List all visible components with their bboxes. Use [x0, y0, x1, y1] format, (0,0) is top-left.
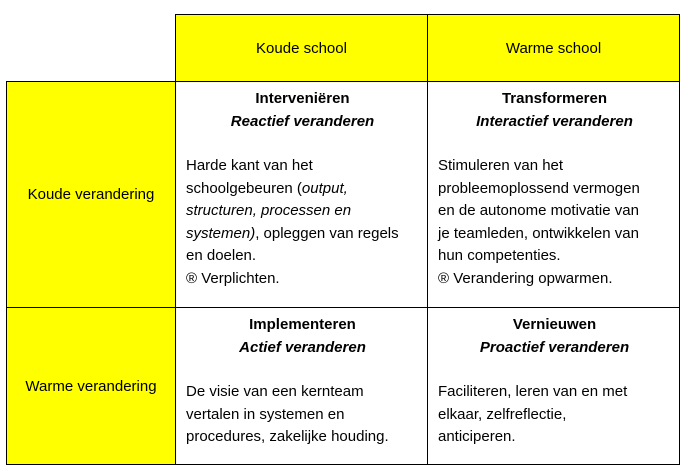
body-line: probleemoplossend vermogen — [438, 179, 640, 197]
table-border-header-bottom — [6, 81, 680, 82]
cell-subtitle: Actief veranderen — [239, 338, 366, 356]
column-header-label: Warme school — [505, 39, 602, 57]
row-header-koude-verandering — [7, 82, 175, 307]
table-border-col2 — [427, 14, 428, 465]
table-border-col1 — [175, 14, 176, 465]
cell-title: Interveniëren — [255, 90, 350, 107]
row-header-label: Warme verandering — [25, 377, 157, 395]
column-header-warme-school — [428, 15, 679, 81]
cell-body — [186, 155, 419, 290]
cell-interventieren — [176, 82, 427, 307]
table-border-left — [6, 81, 7, 465]
body-line: ® Verplichten. — [186, 269, 280, 287]
body-line: anticiperen. — [438, 428, 516, 445]
body-line: en de autonome motivatie van — [438, 202, 639, 219]
cell-implementeren — [176, 308, 427, 464]
body-line: systemen), opleggen van regels — [186, 224, 399, 242]
body-line: procedures, zakelijke houding. — [186, 428, 389, 445]
column-header-label: Koude school — [256, 39, 347, 57]
body-line: schoolgebeuren (output, — [186, 179, 348, 197]
cell-subtitle: Interactief veranderen — [476, 112, 633, 130]
row-header-warme-verandering — [7, 308, 175, 464]
body-line: vertalen in systemen en — [186, 405, 345, 423]
table-border-row-divider — [6, 307, 680, 308]
cell-subtitle: Proactief veranderen — [479, 338, 630, 356]
cell-title: Transformeren — [501, 90, 608, 107]
body-line: en doelen. — [186, 247, 257, 264]
body-line: Faciliteren, leren van en met — [438, 383, 628, 400]
body-line: ® Verandering opwarmen. — [438, 269, 613, 287]
cell-vernieuwen — [428, 308, 679, 464]
table-border-bottom — [6, 464, 680, 465]
table-border-right — [679, 14, 680, 465]
cell-body — [186, 381, 419, 449]
cell-transformeren — [428, 82, 679, 307]
cell-subtitle: Reactief veranderen — [230, 112, 375, 130]
body-line: Harde kant van het — [186, 157, 313, 174]
cell-title: Implementeren — [249, 316, 356, 333]
cell-body — [438, 381, 671, 449]
cell-title: Vernieuwen — [512, 316, 597, 333]
body-line: elkaar, zelfreflectie, — [438, 405, 567, 423]
body-line: structuren, processen en — [186, 202, 352, 219]
body-line: je teamleden, ontwikkelen van — [438, 224, 639, 242]
body-line: De visie van een kernteam — [186, 383, 364, 400]
body-line: hun competenties. — [438, 247, 561, 264]
column-header-koude-school — [176, 15, 427, 81]
cell-body — [438, 155, 671, 290]
row-header-label: Koude verandering — [27, 186, 155, 203]
body-line: Stimuleren van het — [438, 157, 564, 174]
